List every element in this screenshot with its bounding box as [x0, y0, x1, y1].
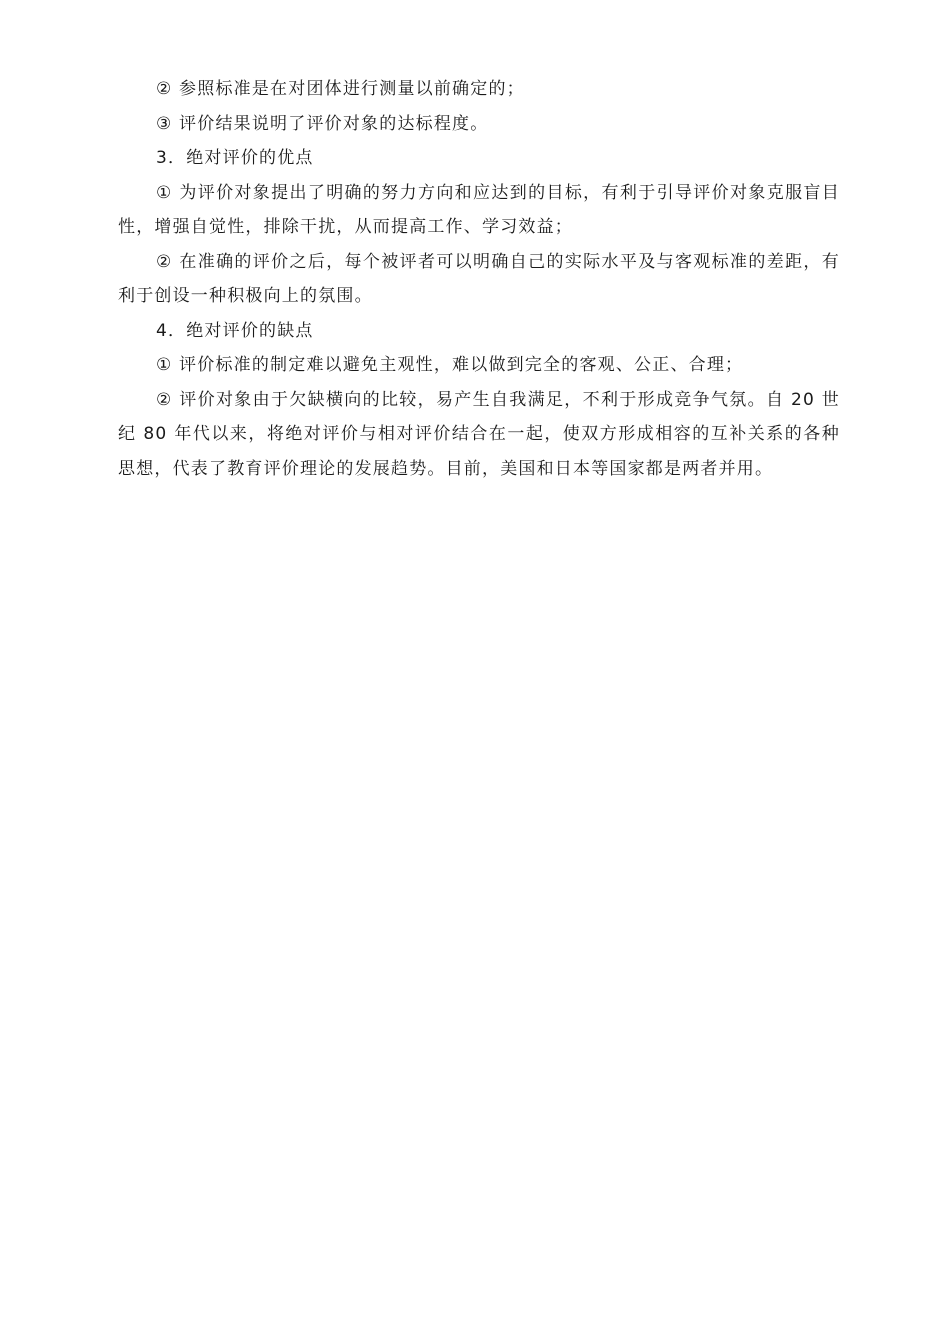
paragraph-advantage-2: ② 在准确的评价之后，每个被评者可以明确自己的实际水平及与客观标准的差距，有利于创设一种积极向上的氛围。	[118, 251, 840, 306]
section-heading-advantages: 3．绝对评价的优点	[156, 148, 314, 168]
section-heading-disadvantages: 4．绝对评价的缺点	[156, 320, 314, 341]
paragraph-advantage-1: ① 为评价对象提出了明确的努力方向和应达到的目标，有利于引导评价对象克服盲目性，增强自觉性，排除干扰，从而提高工作、学习效益；	[118, 182, 840, 237]
paragraph-result-meaning: ③ 评价结果说明了评价对象的达标程度。	[156, 113, 489, 134]
document-page	[118, 72, 840, 486]
paragraph-disadvantage-1: ① 评价标准的制定难以避免主观性，难以做到完全的客观、公正、合理；	[156, 355, 744, 375]
paragraph-disadvantage-2: ② 评价对象由于欠缺横向的比较，易产生自我满足，不利于形成竞争气氛。自 20 世纪 80 年代以来，将绝对评价与相对评价结合在一起，使双方形成相容的互补关系的各种思想，代表了教育评价理论的发展趋势。目前，美国和日本等国家都是两者并用。	[118, 389, 840, 479]
paragraph-standard-predetermined: ② 参照标准是在对团体进行测量以前确定的；	[156, 79, 525, 99]
